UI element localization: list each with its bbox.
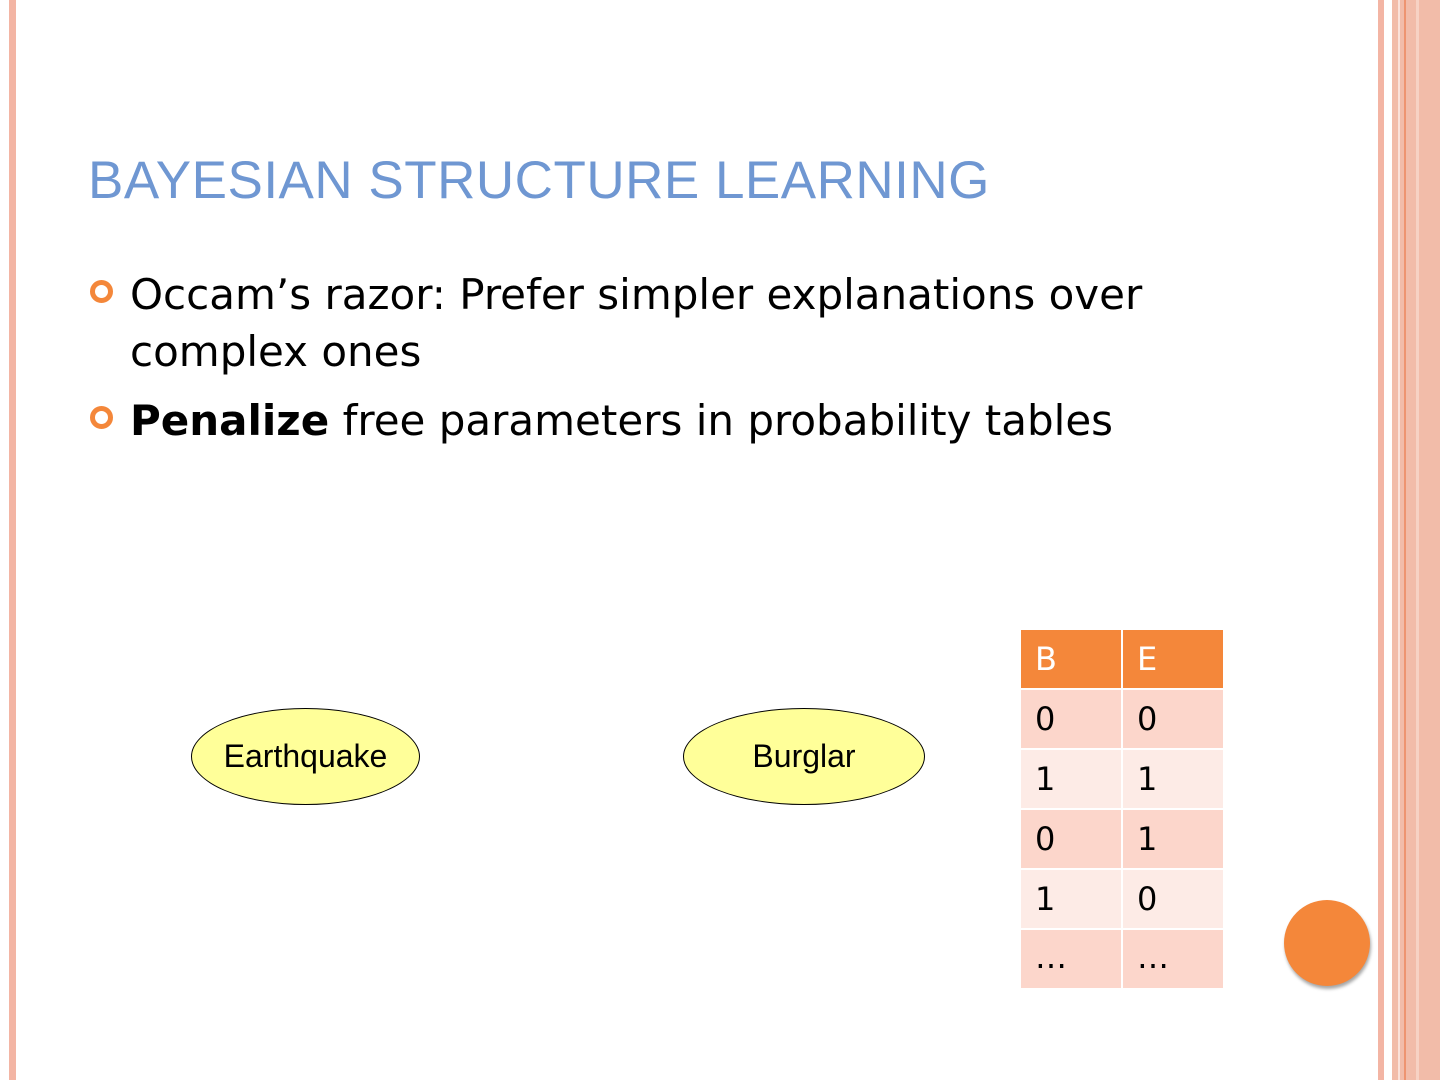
table-cell: 1 xyxy=(1020,749,1122,809)
bullet-text: free parameters in probability tables xyxy=(329,396,1114,445)
ring-bullet-icon xyxy=(90,406,113,429)
bullet-list xyxy=(88,266,1288,461)
table-cell: 1 xyxy=(1122,749,1224,809)
table-cell: 0 xyxy=(1122,689,1224,749)
right-border-stripe xyxy=(1378,0,1384,1080)
table-cell: 1 xyxy=(1020,869,1122,929)
table-cell: 1 xyxy=(1122,809,1224,869)
bullet-item xyxy=(88,266,1288,380)
table-cell: 0 xyxy=(1020,809,1122,869)
table-cell: 0 xyxy=(1020,689,1122,749)
table-cell: 0 xyxy=(1122,869,1224,929)
table-cell: … xyxy=(1020,929,1122,989)
table-row xyxy=(1020,689,1224,749)
earthquake-node xyxy=(191,708,420,805)
table-row xyxy=(1020,749,1224,809)
table-cell: … xyxy=(1122,929,1224,989)
bullet-bold-text: Penalize xyxy=(130,396,330,445)
left-border-stripe xyxy=(9,0,16,1080)
burglar-node xyxy=(683,708,925,805)
right-border-line xyxy=(1416,0,1419,1080)
decorative-circle xyxy=(1284,900,1370,986)
column-header: E xyxy=(1122,629,1224,689)
node-label: Earthquake xyxy=(223,738,388,774)
right-border-line xyxy=(1404,0,1406,1080)
table-row xyxy=(1020,929,1224,989)
right-border-line xyxy=(1398,0,1400,1080)
table-row xyxy=(1020,869,1224,929)
column-header: B xyxy=(1020,629,1122,689)
ring-bullet-icon xyxy=(90,280,113,303)
table-row xyxy=(1020,809,1224,869)
bullet-text: Occam’s razor: Prefer simpler explanations over complex ones xyxy=(130,270,1143,376)
table-header-row xyxy=(1020,629,1224,689)
data-table xyxy=(1019,628,1225,990)
node-label: Burglar xyxy=(752,738,856,774)
slide-title: BAYESIAN STRUCTURE LEARNING xyxy=(88,151,990,210)
bullet-item xyxy=(88,392,1288,449)
